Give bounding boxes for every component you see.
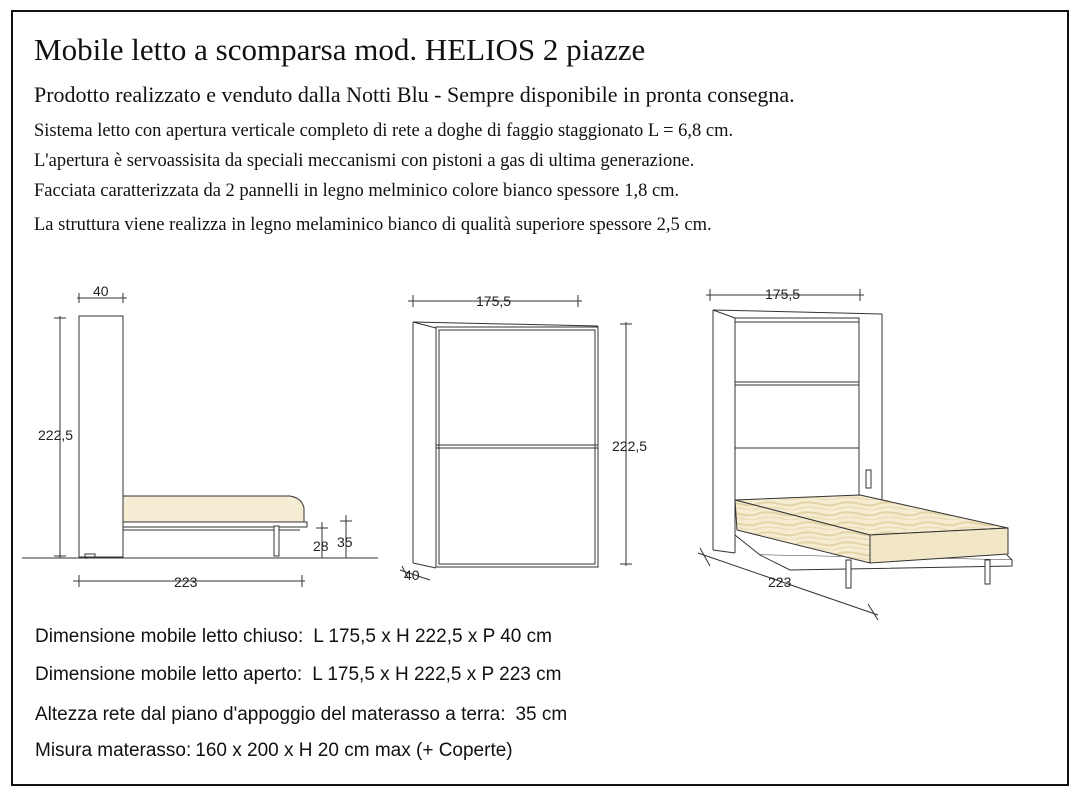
- description-line: L'apertura è servoassisita da speciali meccanismi con pistoni a gas di ultima generazione.: [34, 151, 695, 171]
- side-depth-closed-label: 40: [93, 283, 109, 299]
- spec-value: 160 x 200 x H 20 cm max (+ Coperte): [195, 740, 513, 761]
- perspective-depth-label: 223: [768, 574, 792, 590]
- side-mattress-height-label: 35: [337, 534, 353, 550]
- spec-row-closed: [35, 626, 552, 648]
- description-line: Sistema letto con apertura verticale completo di rete a doghe di faggio staggionato L = 6,8 cm.: [34, 121, 734, 141]
- spec-row-open: [35, 664, 561, 686]
- side-depth-open-label: 223: [174, 574, 198, 590]
- page-title: Mobile letto a scomparsa mod. HELIOS 2 piazze: [34, 32, 646, 67]
- page-subtitle: Prodotto realizzato e venduto dalla Notti Blu - Sempre disponibile in pronta consegna.: [34, 82, 795, 107]
- spec-value: L 175,5 x H 222,5 x P 40 cm: [313, 626, 552, 647]
- front-depth-label: 40: [404, 567, 420, 583]
- spec-label: Dimensione mobile letto chiuso:: [35, 626, 304, 647]
- front-height-label: 222,5: [612, 438, 648, 454]
- front-view-drawing: [400, 295, 632, 580]
- spec-label: Dimensione mobile letto aperto:: [35, 664, 303, 685]
- perspective-width-label: 175,5: [765, 286, 801, 302]
- description-line: La struttura viene realizza in legno melaminico bianco di qualità superiore spessore 2,5 cm.: [34, 215, 712, 235]
- perspective-view-drawing: [698, 289, 1012, 620]
- spec-value: 35 cm: [515, 704, 568, 725]
- description-line: Facciata caratterizzata da 2 pannelli in legno melminico colore bianco spessore 1,8 cm.: [34, 181, 680, 201]
- spec-label: Altezza rete dal piano d'appoggio del materasso a terra:: [35, 704, 506, 725]
- side-net-height-label: 28: [313, 538, 329, 554]
- side-height-label: 222,5: [38, 427, 74, 443]
- spec-row-net-height: [35, 704, 567, 726]
- spec-row-mattress: [35, 740, 513, 762]
- spec-label: Misura materasso:: [35, 740, 192, 761]
- spec-value: L 175,5 x H 222,5 x P 223 cm: [312, 664, 562, 685]
- front-width-label: 175,5: [476, 293, 512, 309]
